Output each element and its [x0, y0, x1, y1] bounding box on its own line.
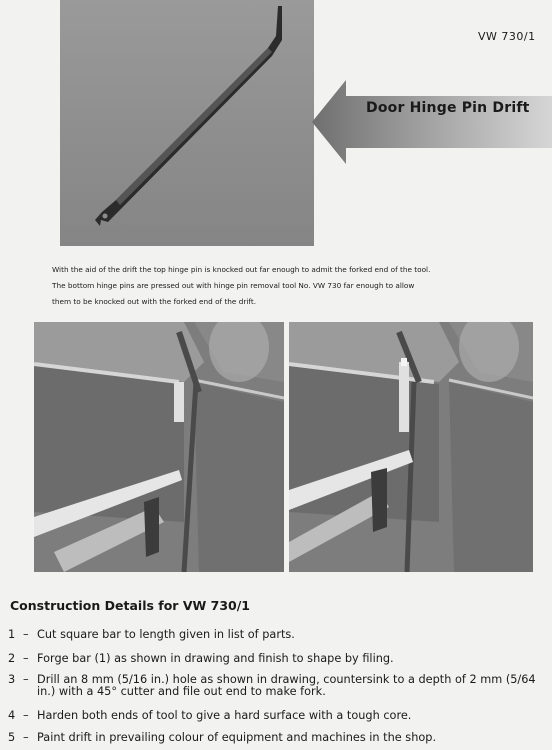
step-dash: –: [23, 652, 29, 665]
step-number: 5: [8, 731, 16, 744]
step-text: Drill an 8 mm (5/16 in.) hole as shown in drawing, countersink to a depth of 2 mm (5/64 in.) with a 45° cutter and file out end to make fork.: [37, 673, 536, 698]
step-text: Cut square bar to length given in list of parts.: [37, 628, 295, 641]
construction-step-5: [8, 732, 544, 744]
step-number: 3: [8, 673, 16, 686]
caption-line-2: The bottom hinge pins are pressed out with hinge pin removal tool No. VW 730 far enough to allow: [52, 281, 415, 290]
construction-step-1: [8, 629, 544, 641]
drift-tool-image: [60, 0, 314, 246]
document-code: VW 730/1: [478, 30, 536, 43]
door-hinge-photo-right: [289, 322, 533, 572]
step-dash: –: [23, 628, 29, 641]
tool-photo: [60, 0, 314, 246]
title-arrow: [312, 80, 552, 164]
step-number: 2: [8, 652, 16, 665]
door-hinge-photo-left: [34, 322, 284, 572]
step-text: Harden both ends of tool to give a hard surface with a tough core.: [37, 709, 412, 722]
step-text: Paint drift in prevailing colour of equipment and machines in the shop.: [37, 731, 437, 744]
construction-step-2: [8, 653, 544, 665]
step-number: 4: [8, 709, 16, 722]
step-number: 1: [8, 628, 16, 641]
step-text: Forge bar (1) as shown in drawing and finish to shape by filing.: [37, 652, 394, 665]
construction-step-3: [8, 674, 544, 698]
step-dash: –: [23, 673, 29, 686]
step-dash: –: [23, 731, 29, 744]
step-dash: –: [23, 709, 29, 722]
page-title: Door Hinge Pin Drift: [366, 100, 530, 116]
caption-line-1: With the aid of the drift the top hinge pin is knocked out far enough to admit the forked end of the tool.: [52, 265, 431, 274]
photo-caption: [52, 262, 512, 310]
construction-step-4: [8, 710, 544, 722]
caption-line-3: them to be knocked out with the forked end of the drift.: [52, 297, 257, 306]
construction-title: Construction Details for VW 730/1: [10, 598, 250, 613]
